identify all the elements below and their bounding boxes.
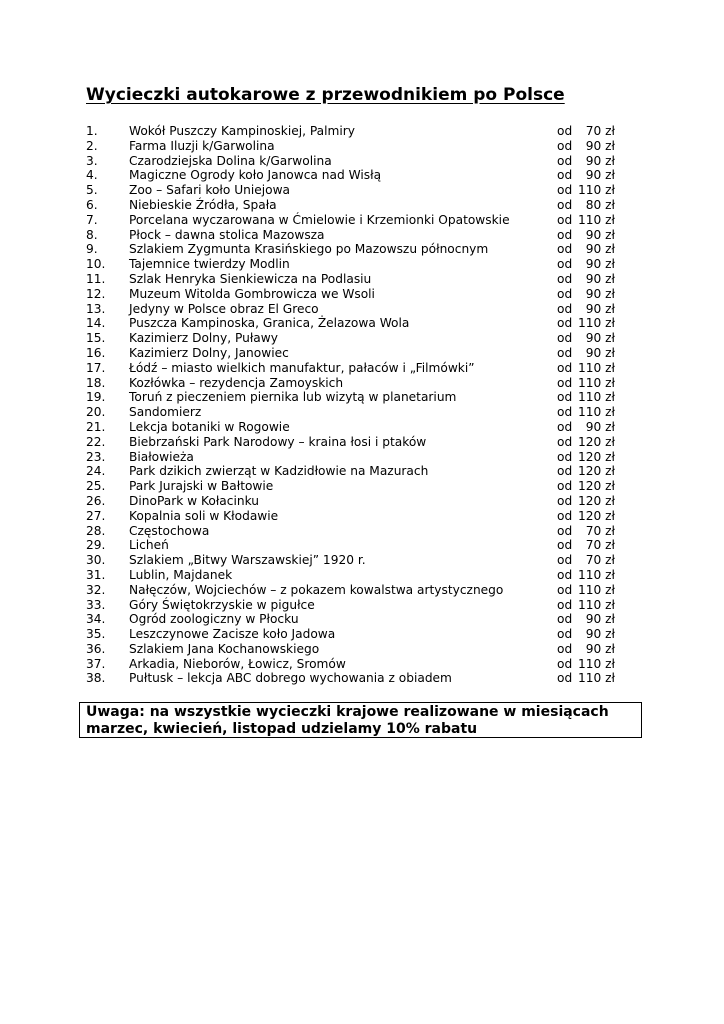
- trip-row: [0, 420, 724, 435]
- trip-number: 38.: [86, 671, 106, 686]
- trip-price: [557, 302, 615, 317]
- trip-name: Częstochowa: [129, 523, 210, 538]
- trip-name: Białowieża: [129, 449, 194, 464]
- trip-name: Park dzikich zwierząt w Kadzidłowie na Mazurach: [129, 464, 429, 479]
- trip-number: 35.: [86, 627, 106, 642]
- price-prefix: od: [557, 197, 573, 212]
- price-value: 110 zł: [578, 656, 615, 671]
- trip-price: [557, 183, 615, 198]
- trip-row: [0, 139, 724, 154]
- trip-row: [0, 198, 724, 213]
- trip-row: [0, 213, 724, 228]
- price-prefix: od: [557, 612, 573, 627]
- trip-row: [0, 479, 724, 494]
- trip-name: Tajemnice twierdzy Modlin: [129, 257, 290, 272]
- trip-name: Toruń z pieczeniem piernika lub wizytą w planetarium: [129, 390, 457, 405]
- trip-number: 10.: [86, 257, 106, 272]
- price-prefix: od: [557, 671, 573, 686]
- trip-price: [557, 213, 615, 228]
- trip-name: Szlakiem Zygmunta Krasińskiego po Mazowszu północnym: [129, 242, 489, 257]
- price-value: 120 zł: [578, 493, 615, 508]
- price-prefix: od: [557, 168, 573, 183]
- price-prefix: od: [557, 434, 573, 449]
- trip-price: [557, 287, 615, 302]
- trip-number: 17.: [86, 360, 106, 375]
- price-prefix: od: [557, 493, 573, 508]
- price-value: 120 zł: [578, 464, 615, 479]
- price-value: 80 zł: [585, 197, 615, 212]
- trip-price: [557, 509, 615, 524]
- trip-name: Kazimierz Dolny, Puławy: [129, 331, 278, 346]
- trip-name: Szlakiem Jana Kochanowskiego: [129, 641, 320, 656]
- trip-name: DinoPark w Kołacinku: [129, 493, 259, 508]
- trip-row: [0, 568, 724, 583]
- price-prefix: od: [557, 345, 573, 360]
- trip-row: [0, 405, 724, 420]
- price-value: 110 zł: [578, 567, 615, 582]
- trip-price: [557, 361, 615, 376]
- price-value: 110 zł: [578, 183, 615, 198]
- price-value: 90 zł: [585, 286, 615, 301]
- price-value: 120 zł: [578, 508, 615, 523]
- price-prefix: od: [557, 331, 573, 346]
- trip-number: 8.: [86, 227, 98, 242]
- trip-row: [0, 316, 724, 331]
- trip-price: [557, 420, 615, 435]
- price-prefix: od: [557, 641, 573, 656]
- trip-number: 13.: [86, 301, 106, 316]
- price-prefix: od: [557, 597, 573, 612]
- price-value: 110 zł: [578, 597, 615, 612]
- trip-row: [0, 657, 724, 672]
- trip-name: Muzeum Witolda Gombrowicza we Wsoli: [129, 286, 375, 301]
- trip-price: [557, 524, 615, 539]
- trip-row: [0, 287, 724, 302]
- price-prefix: od: [557, 316, 573, 331]
- trip-number: 20.: [86, 405, 106, 420]
- price-prefix: od: [557, 390, 573, 405]
- price-value: 90 zł: [585, 168, 615, 183]
- price-prefix: od: [557, 523, 573, 538]
- price-prefix: od: [557, 582, 573, 597]
- trip-row: [0, 257, 724, 272]
- trip-name: Łódź – miasto wielkich manufaktur, pałaców i „Filmówki”: [129, 360, 475, 375]
- price-value: 70 zł: [585, 523, 615, 538]
- discount-notice: Uwaga: na wszystkie wycieczki krajowe realizowane w miesiącach marzec, kwiecień, listopad udzielamy 10% rabatu: [79, 702, 642, 738]
- price-value: 110 zł: [578, 375, 615, 390]
- price-prefix: od: [557, 242, 573, 257]
- trip-number: 33.: [86, 597, 106, 612]
- trip-row: [0, 390, 724, 405]
- price-value: 110 zł: [578, 582, 615, 597]
- price-prefix: od: [557, 405, 573, 420]
- trip-number: 9.: [86, 242, 98, 257]
- trip-price: [557, 642, 615, 657]
- trip-price: [557, 376, 615, 391]
- trip-row: [0, 168, 724, 183]
- trip-price: [557, 124, 615, 139]
- price-value: 70 zł: [585, 553, 615, 568]
- price-value: 110 zł: [578, 671, 615, 686]
- trip-price: [557, 553, 615, 568]
- price-value: 90 zł: [585, 331, 615, 346]
- trip-name: Licheń: [129, 538, 169, 553]
- trip-price: [557, 464, 615, 479]
- price-value: 70 zł: [585, 538, 615, 553]
- trip-number: 36.: [86, 641, 106, 656]
- price-value: 110 zł: [578, 212, 615, 227]
- price-prefix: od: [557, 286, 573, 301]
- price-value: 90 zł: [585, 138, 615, 153]
- trip-number: 22.: [86, 434, 106, 449]
- price-prefix: od: [557, 212, 573, 227]
- trip-number: 32.: [86, 582, 106, 597]
- trip-row: [0, 302, 724, 317]
- trip-row: [0, 642, 724, 657]
- trip-price: [557, 168, 615, 183]
- price-value: 110 zł: [578, 390, 615, 405]
- trip-name: Arkadia, Nieborów, Łowicz, Sromów: [129, 656, 346, 671]
- trip-number: 26.: [86, 493, 106, 508]
- trip-number: 7.: [86, 212, 98, 227]
- trip-name: Płock – dawna stolica Mazowsza: [129, 227, 325, 242]
- trip-row: [0, 538, 724, 553]
- trip-price: [557, 316, 615, 331]
- trip-number: 2.: [86, 138, 98, 153]
- trip-price: [557, 450, 615, 465]
- trip-name: Porcelana wyczarowana w Ćmielowie i Krzemionki Opatowskie: [129, 212, 510, 227]
- price-value: 120 zł: [578, 434, 615, 449]
- price-value: 90 zł: [585, 153, 615, 168]
- price-value: 90 zł: [585, 612, 615, 627]
- trip-row: [0, 183, 724, 198]
- trip-row: [0, 598, 724, 613]
- price-value: 90 zł: [585, 301, 615, 316]
- price-prefix: od: [557, 257, 573, 272]
- price-prefix: od: [557, 567, 573, 582]
- price-prefix: od: [557, 301, 573, 316]
- trip-row: [0, 346, 724, 361]
- trip-number: 21.: [86, 419, 106, 434]
- trip-price: [557, 272, 615, 287]
- price-value: 90 zł: [585, 345, 615, 360]
- price-prefix: od: [557, 464, 573, 479]
- trip-row: [0, 361, 724, 376]
- trip-name: Biebrzański Park Narodowy – kraina łosi i ptaków: [129, 434, 427, 449]
- price-prefix: od: [557, 183, 573, 198]
- trip-price: [557, 583, 615, 598]
- trip-number: 15.: [86, 331, 106, 346]
- trip-row: [0, 272, 724, 287]
- trip-price: [557, 154, 615, 169]
- price-value: 90 zł: [585, 271, 615, 286]
- trip-number: 12.: [86, 286, 106, 301]
- trip-number: 18.: [86, 375, 106, 390]
- trip-name: Puszcza Kampinoska, Granica, Żelazowa Wola: [129, 316, 410, 331]
- trip-price: [557, 538, 615, 553]
- page-title: Wycieczki autokarowe z przewodnikiem po Polsce: [86, 85, 565, 105]
- trip-number: 27.: [86, 508, 106, 523]
- price-value: 110 zł: [578, 316, 615, 331]
- trip-row: [0, 242, 724, 257]
- trip-number: 16.: [86, 345, 106, 360]
- trip-row: [0, 612, 724, 627]
- trip-name: Niebieskie Źródła, Spała: [129, 197, 277, 212]
- trip-number: 6.: [86, 197, 98, 212]
- trip-name: Park Jurajski w Bałtowie: [129, 479, 274, 494]
- price-prefix: od: [557, 375, 573, 390]
- trip-number: 3.: [86, 153, 98, 168]
- trip-row: [0, 671, 724, 686]
- price-prefix: od: [557, 124, 573, 138]
- trip-price: [557, 242, 615, 257]
- price-prefix: od: [557, 449, 573, 464]
- trip-price: [557, 346, 615, 361]
- trip-price: [557, 671, 615, 686]
- trip-name: Szlakiem „Bitwy Warszawskiej” 1920 r.: [129, 553, 366, 568]
- trip-price: [557, 390, 615, 405]
- trip-number: 1.: [86, 124, 98, 138]
- trip-number: 37.: [86, 656, 106, 671]
- trip-number: 14.: [86, 316, 106, 331]
- trip-row: [0, 331, 724, 346]
- trip-number: 5.: [86, 183, 98, 198]
- trip-name: Zoo – Safari koło Uniejowa: [129, 183, 291, 198]
- trip-number: 28.: [86, 523, 106, 538]
- trip-name: Kazimierz Dolny, Janowiec: [129, 345, 289, 360]
- price-value: 120 zł: [578, 479, 615, 494]
- trip-list: [0, 124, 724, 686]
- trip-name: Czarodziejska Dolina k/Garwolina: [129, 153, 332, 168]
- trip-row: [0, 494, 724, 509]
- trip-price: [557, 257, 615, 272]
- trip-price: [557, 405, 615, 420]
- trip-name: Jedyny w Polsce obraz El Greco: [129, 301, 319, 316]
- trip-row: [0, 464, 724, 479]
- price-prefix: od: [557, 271, 573, 286]
- trip-name: Ogród zoologiczny w Płocku: [129, 612, 299, 627]
- price-prefix: od: [557, 627, 573, 642]
- trip-row: [0, 583, 724, 598]
- trip-price: [557, 612, 615, 627]
- trip-name: Szlak Henryka Sienkiewicza na Podlasiu: [129, 271, 372, 286]
- trip-price: [557, 568, 615, 583]
- trip-price: [557, 479, 615, 494]
- price-prefix: od: [557, 227, 573, 242]
- trip-row: [0, 450, 724, 465]
- trip-number: 29.: [86, 538, 106, 553]
- trip-price: [557, 331, 615, 346]
- price-value: 110 zł: [578, 405, 615, 420]
- trip-name: Nałęczów, Wojciechów – z pokazem kowalstwa artystycznego: [129, 582, 504, 597]
- trip-name: Pułtusk – lekcja ABC dobrego wychowania z obiadem: [129, 671, 452, 686]
- price-value: 90 zł: [585, 257, 615, 272]
- trip-price: [557, 494, 615, 509]
- price-prefix: od: [557, 538, 573, 553]
- trip-number: 24.: [86, 464, 106, 479]
- price-prefix: od: [557, 479, 573, 494]
- trip-price: [557, 228, 615, 243]
- trip-number: 34.: [86, 612, 106, 627]
- price-value: 90 zł: [585, 419, 615, 434]
- trip-row: [0, 524, 724, 539]
- price-prefix: od: [557, 138, 573, 153]
- trip-name: Kopalnia soli w Kłodawie: [129, 508, 279, 523]
- trip-row: [0, 627, 724, 642]
- price-prefix: od: [557, 553, 573, 568]
- price-prefix: od: [557, 360, 573, 375]
- trip-row: [0, 124, 724, 139]
- trip-name: Kozłówka – rezydencja Zamoyskich: [129, 375, 344, 390]
- trip-row: [0, 154, 724, 169]
- trip-name: Lekcja botaniki w Rogowie: [129, 419, 290, 434]
- price-value: 90 zł: [585, 627, 615, 642]
- trip-name: Farma Iluzji k/Garwolina: [129, 138, 275, 153]
- trip-number: 19.: [86, 390, 106, 405]
- trip-row: [0, 509, 724, 524]
- trip-number: 11.: [86, 271, 106, 286]
- price-value: 110 zł: [578, 360, 615, 375]
- price-value: 90 zł: [585, 227, 615, 242]
- trip-row: [0, 553, 724, 568]
- trip-number: 4.: [86, 168, 98, 183]
- price-prefix: od: [557, 419, 573, 434]
- trip-number: 25.: [86, 479, 106, 494]
- trip-number: 23.: [86, 449, 106, 464]
- trip-row: [0, 228, 724, 243]
- trip-price: [557, 198, 615, 213]
- price-value: 70 zł: [585, 124, 615, 138]
- trip-price: [557, 435, 615, 450]
- trip-row: [0, 435, 724, 450]
- trip-name: Sandomierz: [129, 405, 202, 420]
- trip-name: Lublin, Majdanek: [129, 567, 233, 582]
- trip-name: Magiczne Ogrody koło Janowca nad Wisłą: [129, 168, 382, 183]
- trip-name: Góry Świętokrzyskie w pigułce: [129, 597, 315, 612]
- trip-row: [0, 376, 724, 391]
- trip-price: [557, 139, 615, 154]
- price-prefix: od: [557, 656, 573, 671]
- trip-price: [557, 657, 615, 672]
- trip-price: [557, 598, 615, 613]
- trip-name: Leszczynowe Zacisze koło Jadowa: [129, 627, 336, 642]
- price-value: 90 zł: [585, 641, 615, 656]
- price-prefix: od: [557, 153, 573, 168]
- price-value: 90 zł: [585, 242, 615, 257]
- trip-number: 31.: [86, 567, 106, 582]
- trip-price: [557, 627, 615, 642]
- price-value: 120 zł: [578, 449, 615, 464]
- trip-number: 30.: [86, 553, 106, 568]
- price-prefix: od: [557, 508, 573, 523]
- trip-name: Wokół Puszczy Kampinoskiej, Palmiry: [129, 124, 355, 138]
